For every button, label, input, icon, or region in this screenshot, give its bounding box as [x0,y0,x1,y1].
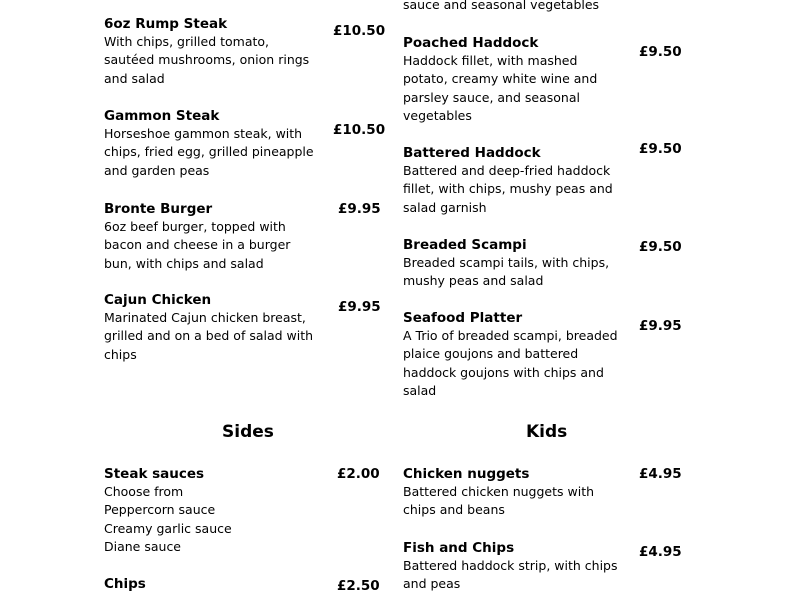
continued-description: sauce and seasonal vegetables [403,0,600,12]
item-price: £4.95 [639,466,682,482]
item-price: £9.95 [338,201,381,217]
menu-item-chicken-nuggets [403,465,633,520]
item-description: Marinated Cajun chicken breast, grilled and on a bed of salad with chips [104,310,314,362]
menu-item-poached-haddock [403,34,633,125]
item-description: Horseshoe gammon steak, with chips, fried egg, grilled pineapple and garden peas [104,126,314,178]
item-description: Battered haddock strip, with chips and peas [403,558,618,592]
item-price: £9.50 [639,239,682,255]
item-price: £9.95 [338,299,381,315]
menu-item-steak-sauces [104,465,334,556]
item-name: Fish and Chips [403,540,515,556]
menu-item-cajun-chicken [104,291,334,364]
sides-heading: Sides [222,422,274,442]
item-price: £9.50 [639,141,682,157]
item-description: With chips, grilled tomato, sautéed mushrooms, onion rings and salad [104,34,310,86]
menu-item-gammon-steak [104,107,334,180]
item-name: Breaded Scampi [403,237,527,253]
menu-item-fish-and-chips [403,539,633,594]
item-price: £9.50 [639,44,682,60]
item-name: Chips [104,576,146,592]
item-name: Bronte Burger [104,201,213,217]
item-name: 6oz Rump Steak [104,16,228,32]
menu-item-breaded-scampi [403,236,633,291]
item-price: £9.95 [639,318,682,334]
menu-item-battered-haddock [403,144,633,217]
item-name: Poached Haddock [403,35,539,51]
item-price: £2.50 [337,578,380,594]
menu-item-seafood-platter [403,309,633,400]
menu-item-bronte-burger [104,200,334,273]
item-name: Battered Haddock [403,145,541,161]
item-description: Breaded scampi tails, with chips, mushy peas and salad [403,255,610,289]
menu-item-rump-steak [104,15,334,88]
item-description: A Trio of breaded scampi, breaded plaice goujons and battered haddock goujons with chips and salad [403,328,618,398]
item-name: Seafood Platter [403,310,523,326]
item-description: 6oz beef burger, topped with bacon and cheese in a burger bun, with chips and salad [104,219,291,271]
item-description: Choose from Peppercorn sauce Creamy garlic sauce Diane sauce [104,484,232,554]
item-description: Haddock fillet, with mashed potato, creamy white wine and parsley sauce, and seasonal vegetables [403,53,598,123]
item-name: Cajun Chicken [104,292,212,308]
item-description: Battered chicken nuggets with chips and beans [403,484,595,518]
item-price: £10.50 [333,23,386,39]
item-price: £4.95 [639,544,682,560]
item-price: £2.00 [337,466,380,482]
item-price: £10.50 [333,122,386,138]
menu-item-chips [104,575,334,593]
item-name: Chicken nuggets [403,466,530,482]
item-name: Gammon Steak [104,108,220,124]
item-description: Battered and deep-fried haddock fillet, with chips, mushy peas and salad garnish [403,163,613,215]
kids-heading: Kids [526,422,568,442]
item-name: Steak sauces [104,466,205,482]
